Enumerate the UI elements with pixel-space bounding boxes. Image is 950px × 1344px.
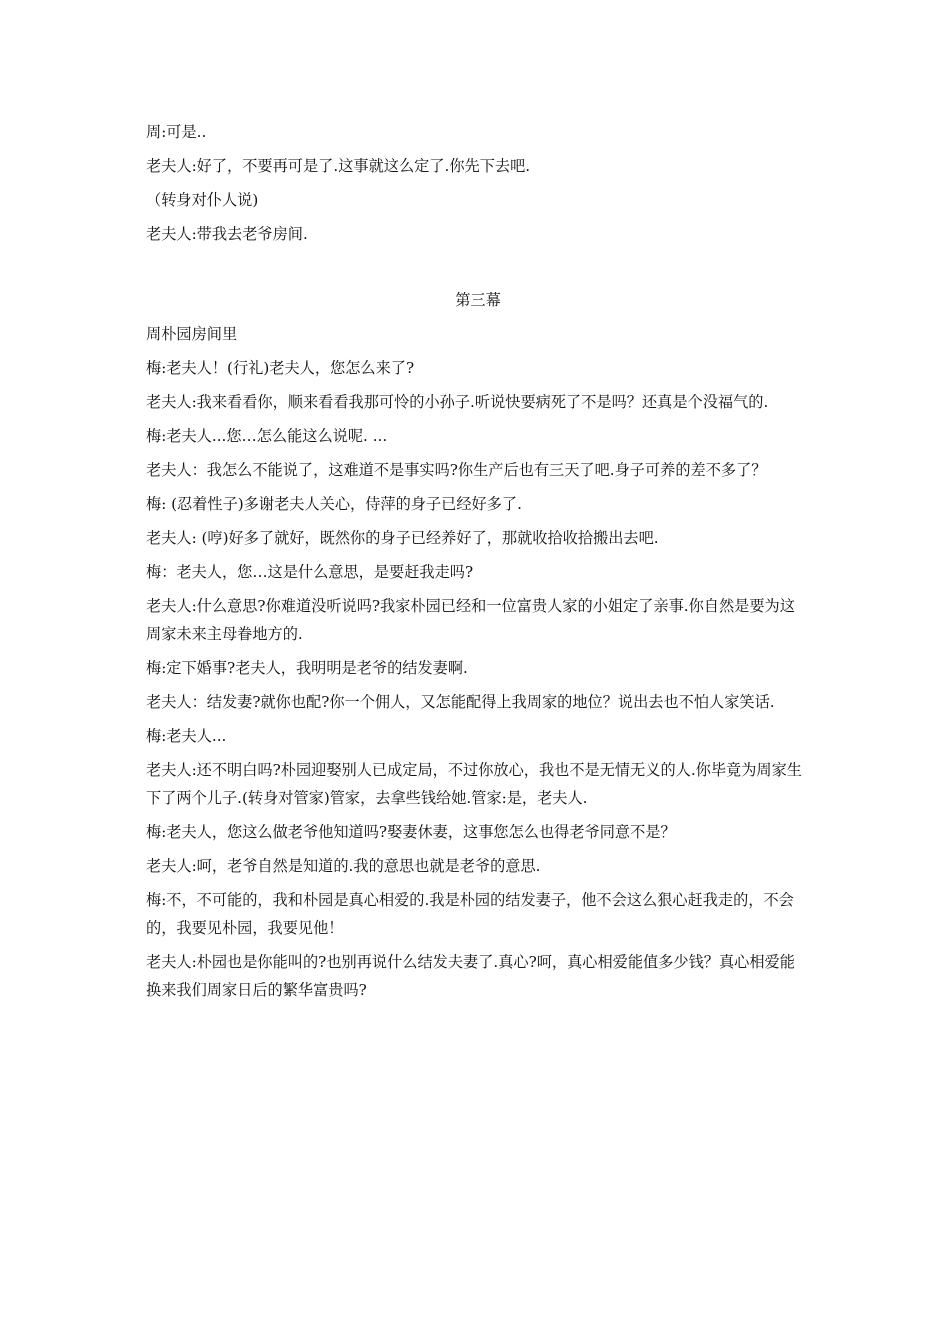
- dialogue-line: 梅:不，不可能的，我和朴园是真心相爱的.我是朴园的结发妻子，他不会这么狠心赶我走的，不会的，我要见朴园，我要见他！: [146, 891, 794, 937]
- dialogue-line: 周:可是..: [146, 123, 207, 141]
- dialogue-line: 老夫人：结发妻?就你也配?你一个佣人，又怎能配得上我周家的地位？说出去也不怕人家笑话.: [146, 693, 775, 711]
- dialogue-line: 梅:定下婚事?老夫人，我明明是老爷的结发妻啊.: [146, 659, 468, 677]
- dialogue-line: 梅:老夫人...您…怎么能这么说呢. ...: [146, 427, 388, 445]
- dialogue-line: 梅：老夫人，您…这是什么意思，是要赶我走吗?: [146, 563, 474, 581]
- scene-setting: 周朴园房间里: [146, 325, 238, 343]
- dialogue-line: 老夫人:带我去老爷房间.: [146, 225, 308, 243]
- dialogue-line: 梅:老夫人，您这么做老爷他知道吗?娶妻休妻，这事您怎么也得老爷同意不是？: [146, 823, 676, 841]
- stage-direction: （转身对仆人说): [146, 191, 259, 209]
- document-body: [146, 118, 810, 1010]
- dialogue-line: 老夫人：我怎么不能说了，这难道不是事实吗?你生产后也有三天了吧.身子可养的差不多了？: [146, 461, 767, 479]
- dialogue-line: 老夫人:朴园也是你能叫的?也别再说什么结发夫妻了.真心?呵，真心相爱能值多少钱？真心相爱能换来我们周家日后的繁华富贵吗?: [146, 953, 795, 999]
- dialogue-line: 梅:老夫人！(行礼)老夫人，您怎么来了?: [146, 359, 415, 377]
- dialogue-line: 老夫人:什么意思?你难道没听说吗?我家朴园已经和一位富贵人家的小姐定了亲事.你自然是要为这周家未来主母眷地方的.: [146, 597, 795, 643]
- dialogue-line: 老夫人:还不明白吗?朴园迎娶别人已成定局，不过你放心，我也不是无情无义的人.你毕竟为周家生下了两个儿子.(转身对管家)管家，去拿些钱给她.管家:是，老夫人.: [146, 761, 802, 807]
- act-title: 第三幕: [455, 291, 501, 309]
- dialogue-line: 老夫人:呵，老爷自然是知道的.我的意思也就是老爷的意思.: [146, 857, 541, 875]
- dialogue-line: 梅:老夫人...: [146, 727, 227, 745]
- dialogue-line: 老夫人:好了，不要再可是了.这事就这么定了.你先下去吧.: [146, 157, 531, 175]
- dialogue-line: 老夫人: (哼)好多了就好，既然你的身子已经养好了，那就收拾收拾搬出去吧.: [146, 529, 659, 547]
- dialogue-line: 梅: (忍着性子)多谢老夫人关心，侍萍的身子已经好多了.: [146, 495, 522, 513]
- dialogue-line: 老夫人:我来看看你，顺来看看我那可怜的小孙子.听说快要病死了不是吗？还真是个没福气的.: [146, 393, 769, 411]
